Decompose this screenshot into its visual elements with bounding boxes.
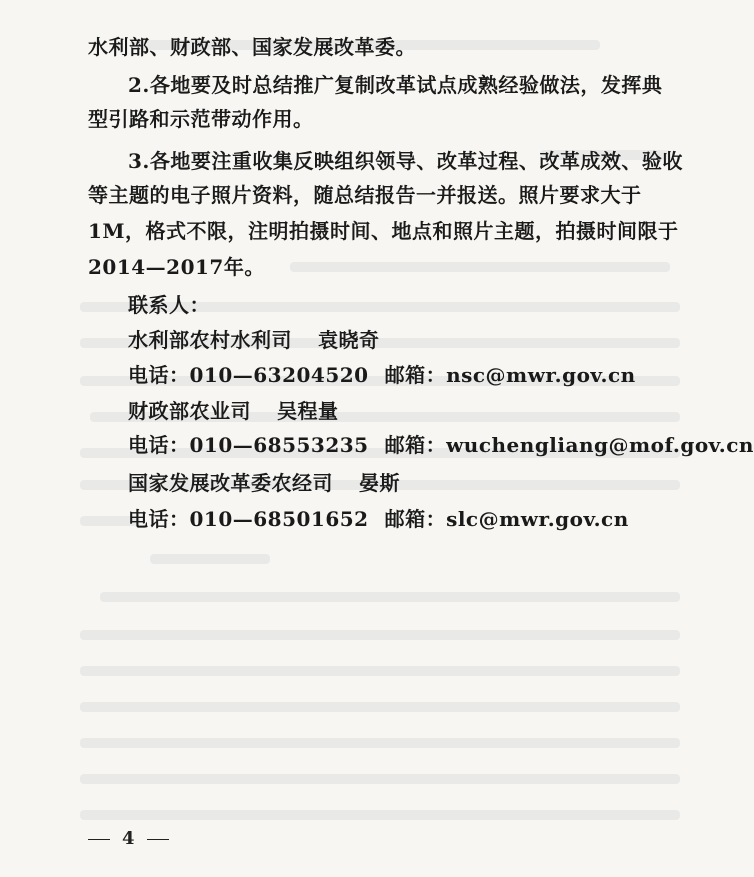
contact-1-email: 邮箱：nsc@mwr.gov.cn: [384, 363, 636, 387]
body-line-4: 3.各地要注重收集反映组织领导、改革过程、改革成效、验收: [128, 149, 683, 173]
contact-2-phone: 电话：010—68553235: [128, 433, 369, 457]
body-line-5: 等主题的电子照片资料，随总结报告一并报送。照片要求大于: [88, 183, 642, 207]
contact-1-org: 水利部农村水利司: [128, 328, 292, 352]
contact-2-org: 财政部农业司: [128, 399, 251, 423]
contact-1-name: 袁晓奇: [318, 328, 380, 352]
contact-heading: 联系人：: [128, 293, 210, 317]
body-line-2: 2.各地要及时总结推广复制改革试点成熟经验做法，发挥典: [128, 73, 663, 97]
page-number: 4: [122, 828, 135, 849]
contact-3-org-line: [128, 470, 400, 496]
contact-3-info-line: [128, 506, 629, 532]
contact-3-email: 邮箱：slc@mwr.gov.cn: [384, 507, 629, 531]
footer-dash-left: [88, 839, 110, 840]
contact-2-org-line: [128, 398, 339, 424]
body-line-1: 水利部、财政部、国家发展改革委。: [88, 35, 416, 59]
body-line-6: 1M，格式不限，注明拍摄时间、地点和照片主题，拍摄时间限于: [88, 219, 679, 243]
page-footer: [88, 828, 169, 849]
contact-1-phone: 电话：010—63204520: [128, 363, 369, 387]
body-line-7: 2014—2017年。: [88, 255, 265, 279]
contact-3-phone: 电话：010—68501652: [128, 507, 369, 531]
footer-dash-right: [147, 839, 169, 840]
contact-3-name: 晏斯: [359, 471, 400, 495]
contact-1-org-line: [128, 327, 380, 353]
contact-1-info-line: [128, 362, 636, 388]
contact-2-email: 邮箱：wuchengliang@mof.gov.cn: [384, 433, 754, 457]
contact-3-org: 国家发展改革委农经司: [128, 471, 333, 495]
contact-2-name: 吴程量: [277, 399, 339, 423]
contact-2-info-line: [128, 432, 754, 458]
body-line-3: 型引路和示范带动作用。: [88, 107, 314, 131]
